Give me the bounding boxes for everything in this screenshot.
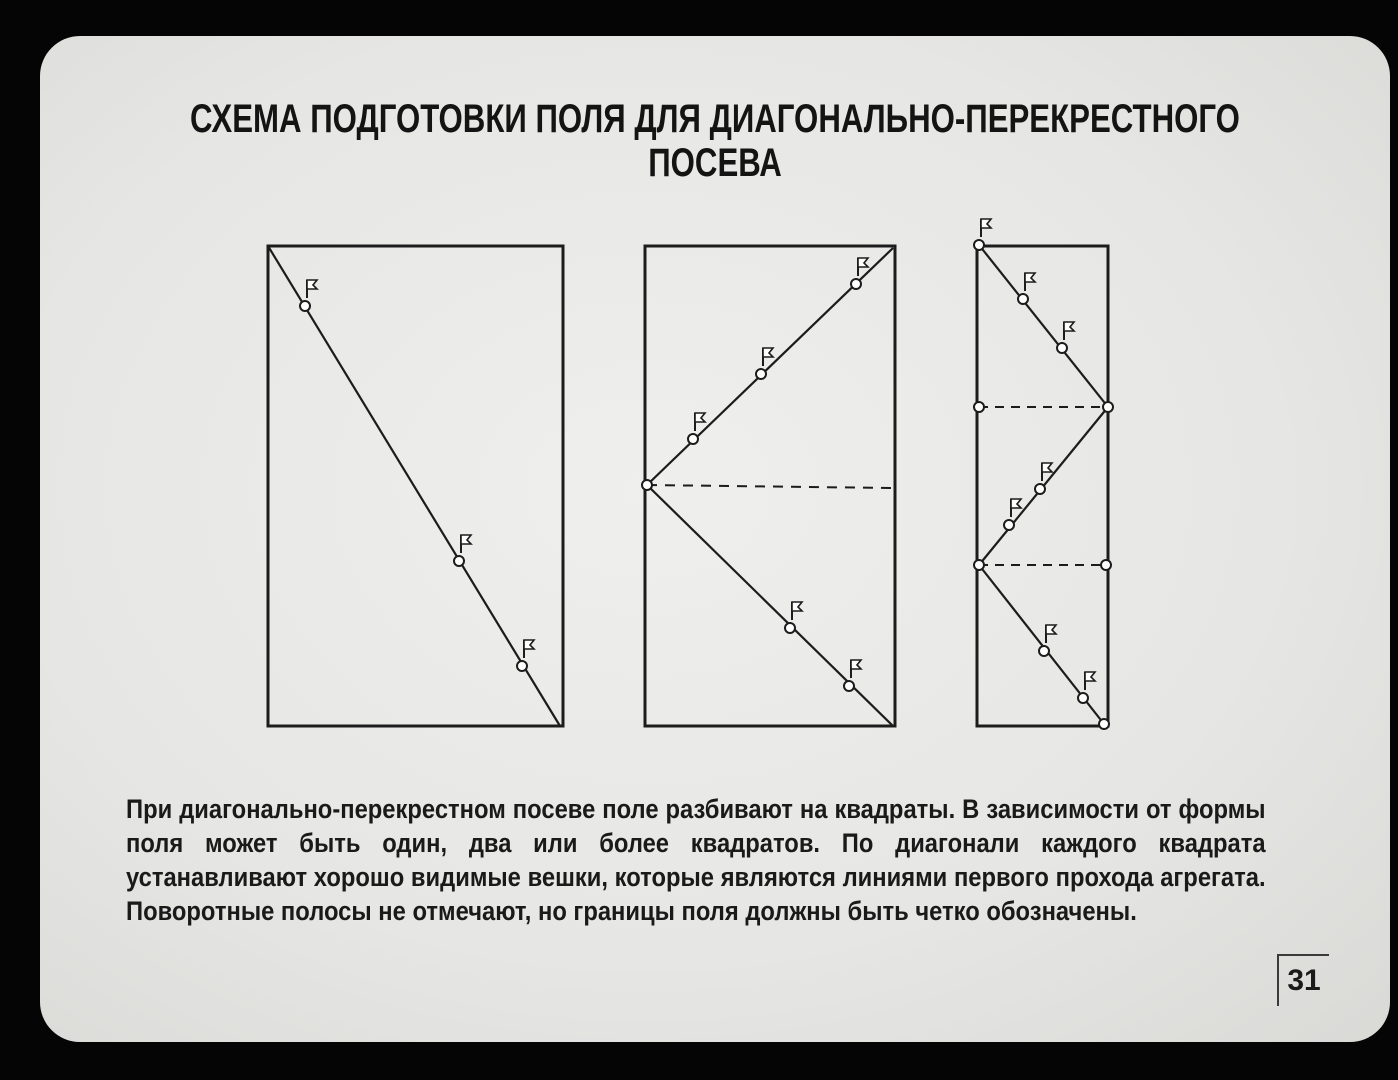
diagonal-line	[979, 245, 1108, 407]
marker-stake	[517, 640, 534, 671]
marker-stake	[756, 348, 773, 379]
field-three-squares	[974, 219, 1113, 729]
marker-stake	[454, 535, 471, 566]
slide-title-line2: ПОСЕВА	[648, 141, 782, 185]
field-one-square	[268, 246, 563, 726]
field-boundary	[645, 246, 895, 726]
marker-stake	[1018, 273, 1035, 304]
diagonal-line	[268, 246, 560, 726]
field-two-squares	[642, 246, 895, 726]
marker-stake	[300, 280, 317, 311]
page-number: 31	[1277, 954, 1329, 1006]
marker-stake	[1039, 625, 1056, 656]
diagonal-line	[647, 485, 893, 726]
slide-title-line1: СХЕМА ПОДГОТОВКИ ПОЛЯ ДЛЯ ДИАГОНАЛЬНО-ПЕРЕКРЕСТНОГО	[190, 97, 1240, 141]
marker-stake	[1078, 672, 1095, 703]
marker-stake	[688, 413, 705, 444]
marker-stake	[785, 602, 802, 633]
marker-stake	[844, 660, 861, 691]
filmstrip-slide	[40, 36, 1390, 1042]
marker-stake	[1057, 322, 1074, 353]
marker-stake	[1004, 499, 1021, 530]
caption-text: При диагонально-перекрестном посеве поле разбивают на квадраты. В зависимости от формы поля может быть один, два или более квадратов. По диагонали каждого квадрата устанавливают хорошо видимые вешки, которые являются линиями первого прохода агрегата. Поворотные полосы не отмечают, но границы поля должны быть четко обозначены.	[126, 794, 1266, 926]
division-dashed-line	[647, 485, 893, 488]
